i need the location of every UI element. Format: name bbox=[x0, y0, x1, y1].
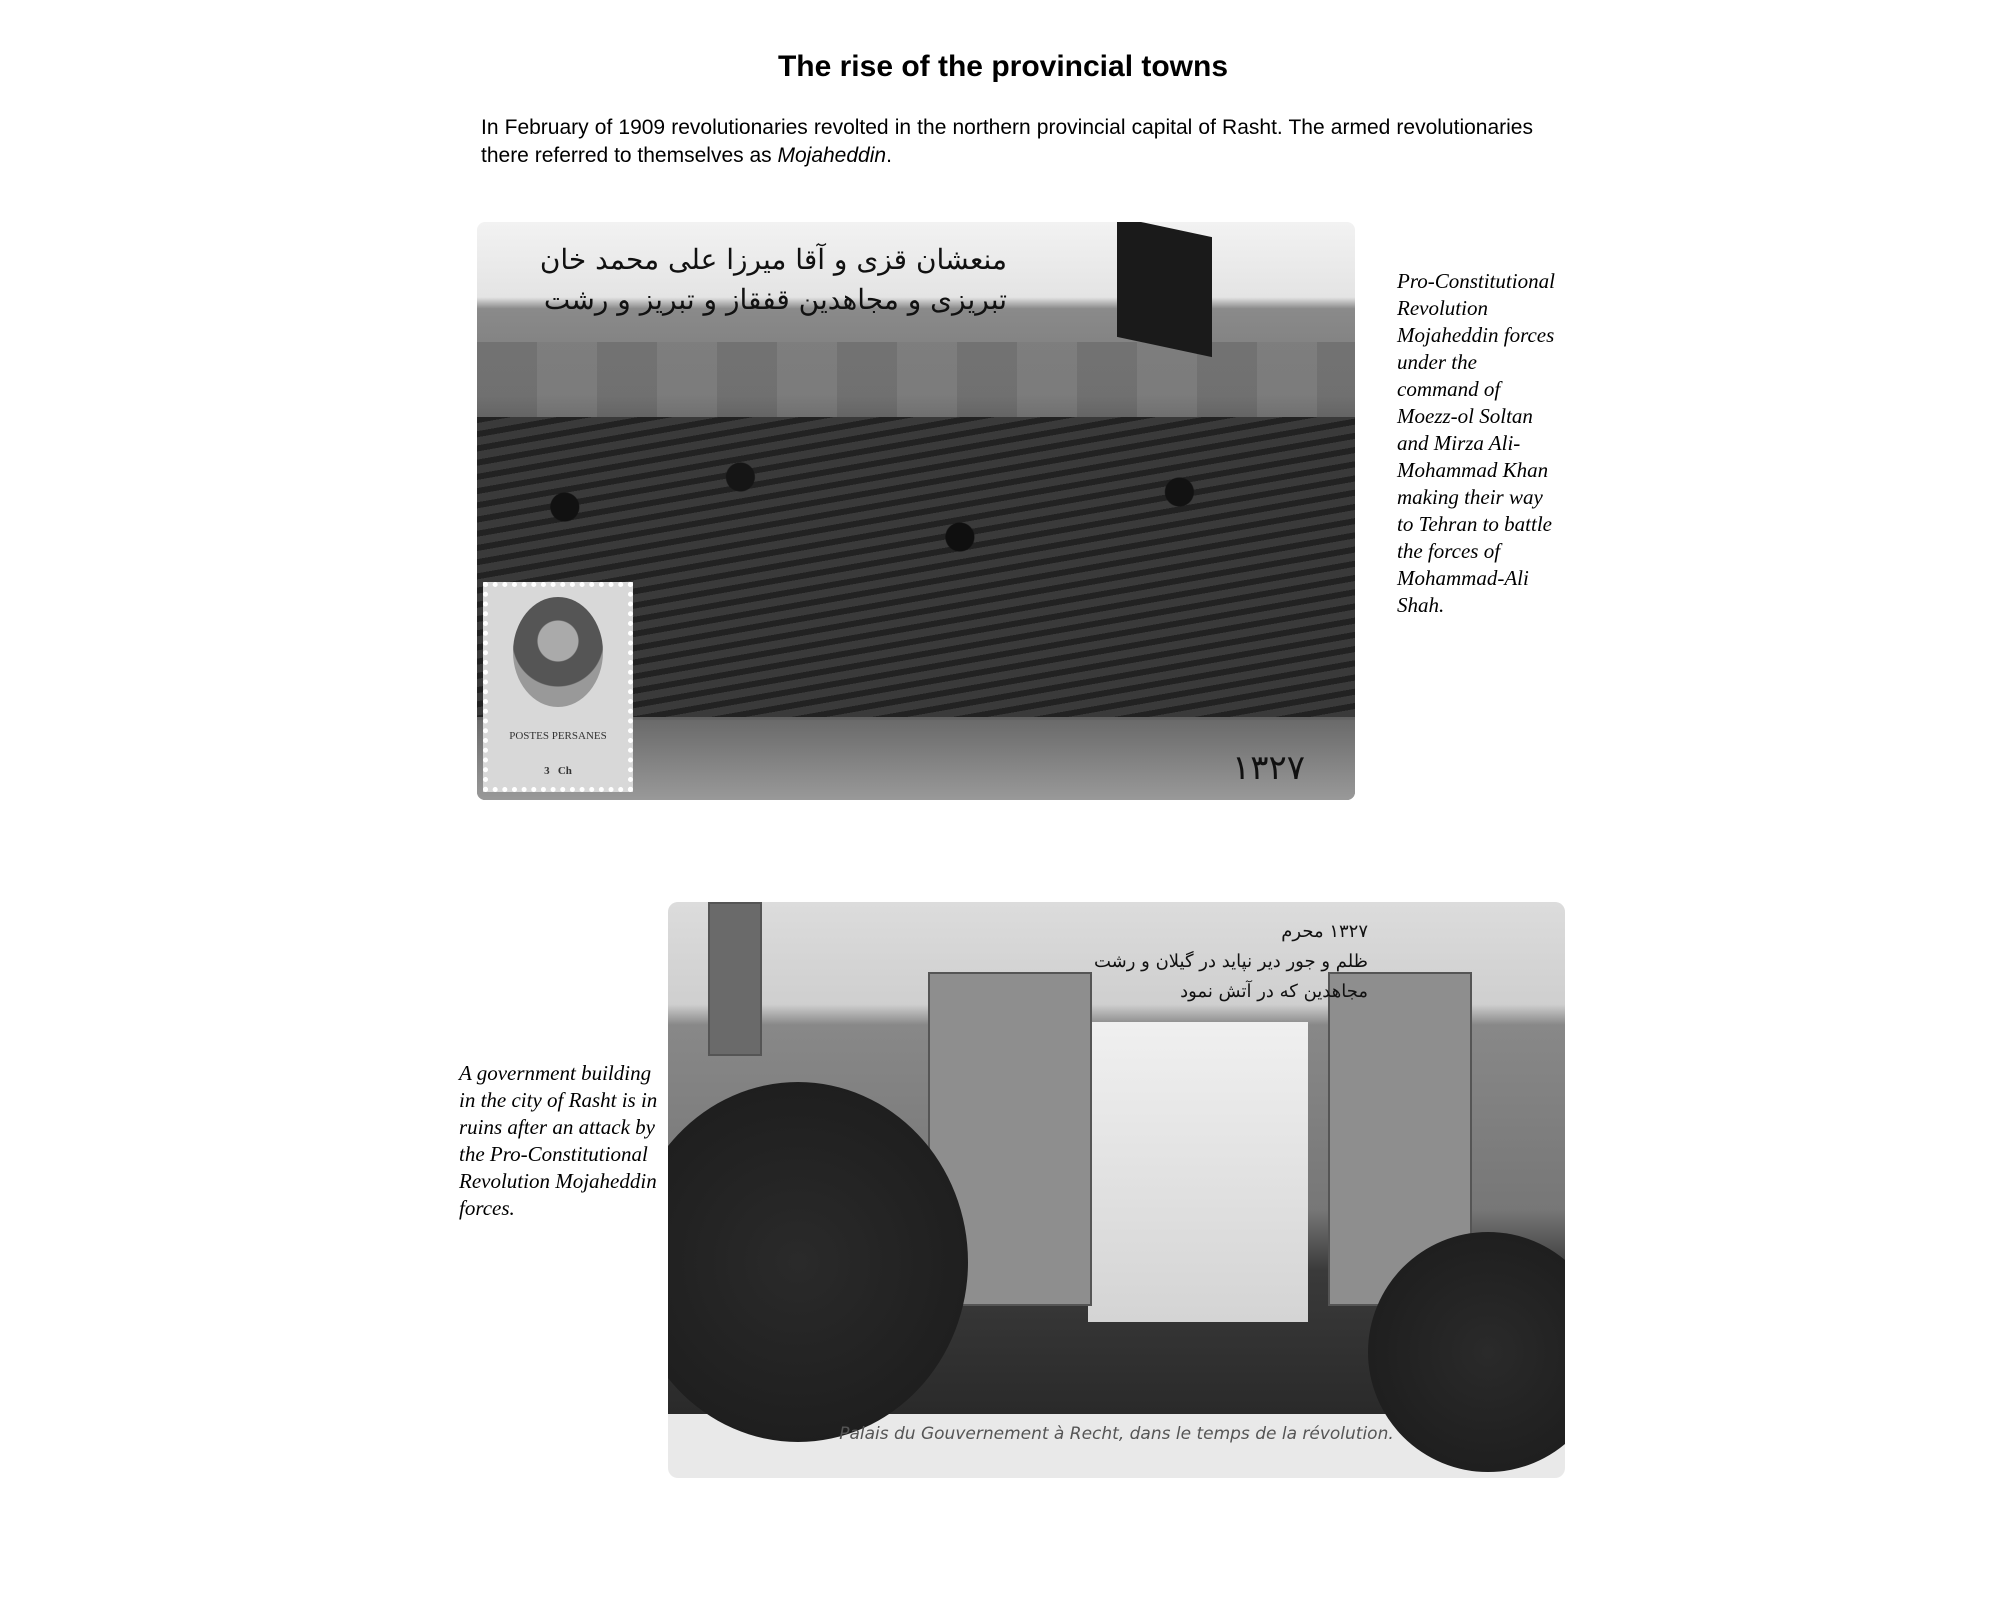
photo-scene bbox=[668, 902, 1565, 1414]
intro-paragraph bbox=[481, 114, 1533, 170]
intro-end: . bbox=[886, 144, 892, 167]
photo-flag bbox=[1117, 222, 1212, 357]
persian-handwriting: منعشان قزی و آقا میرزا علی محمد خان تبریزی و مجاهدین قفقاز و تبریز و رشت bbox=[539, 243, 1007, 316]
stamp-value: 3 Ch bbox=[544, 765, 572, 777]
page-title: The rise of the provincial towns bbox=[777, 50, 1229, 83]
stamp-text: POSTES PERSANES bbox=[509, 730, 607, 742]
photo-bush bbox=[668, 1082, 968, 1442]
persian-handwriting: ۱۳۲۷ محرم ظلم و جور دیر نپاید در گیلان و رشت مجاهدین که در آتش نمود bbox=[1094, 921, 1368, 1002]
government-building-ruins-photo bbox=[668, 902, 1565, 1478]
photo-chimney bbox=[708, 902, 762, 1056]
photo-sky bbox=[1088, 1022, 1308, 1322]
stamp-portrait bbox=[513, 597, 603, 707]
year-numerals: ۱۳۲۷ bbox=[1231, 748, 1305, 788]
postcard-caption: Palais du Gouvernement à Recht, dans le temps de la révolution. bbox=[839, 1424, 1394, 1444]
mojaheddin-forces-photo bbox=[477, 222, 1355, 800]
intro-text: In February of 1909 revolutionaries revolted in the northern provincial capital of Rasht. The armed revolutionaries there referred to themselves as bbox=[481, 116, 1533, 167]
figure2-caption: A government building in the city of Rasht is in ruins after an attack by the Pro-Constitutional Revolution Mojaheddin forces. bbox=[459, 1061, 658, 1220]
intro-italic-term: Mojaheddin bbox=[777, 144, 887, 167]
postage-stamp bbox=[483, 582, 633, 792]
figure1-caption: Pro-Constitutional Revolution Mojaheddin forces under the command of Moezz-ol Soltan and Mirza Ali-Mohammad Khan making their way to Tehran to battle the forces of Mohammad-Ali Shah. bbox=[1397, 269, 1555, 617]
